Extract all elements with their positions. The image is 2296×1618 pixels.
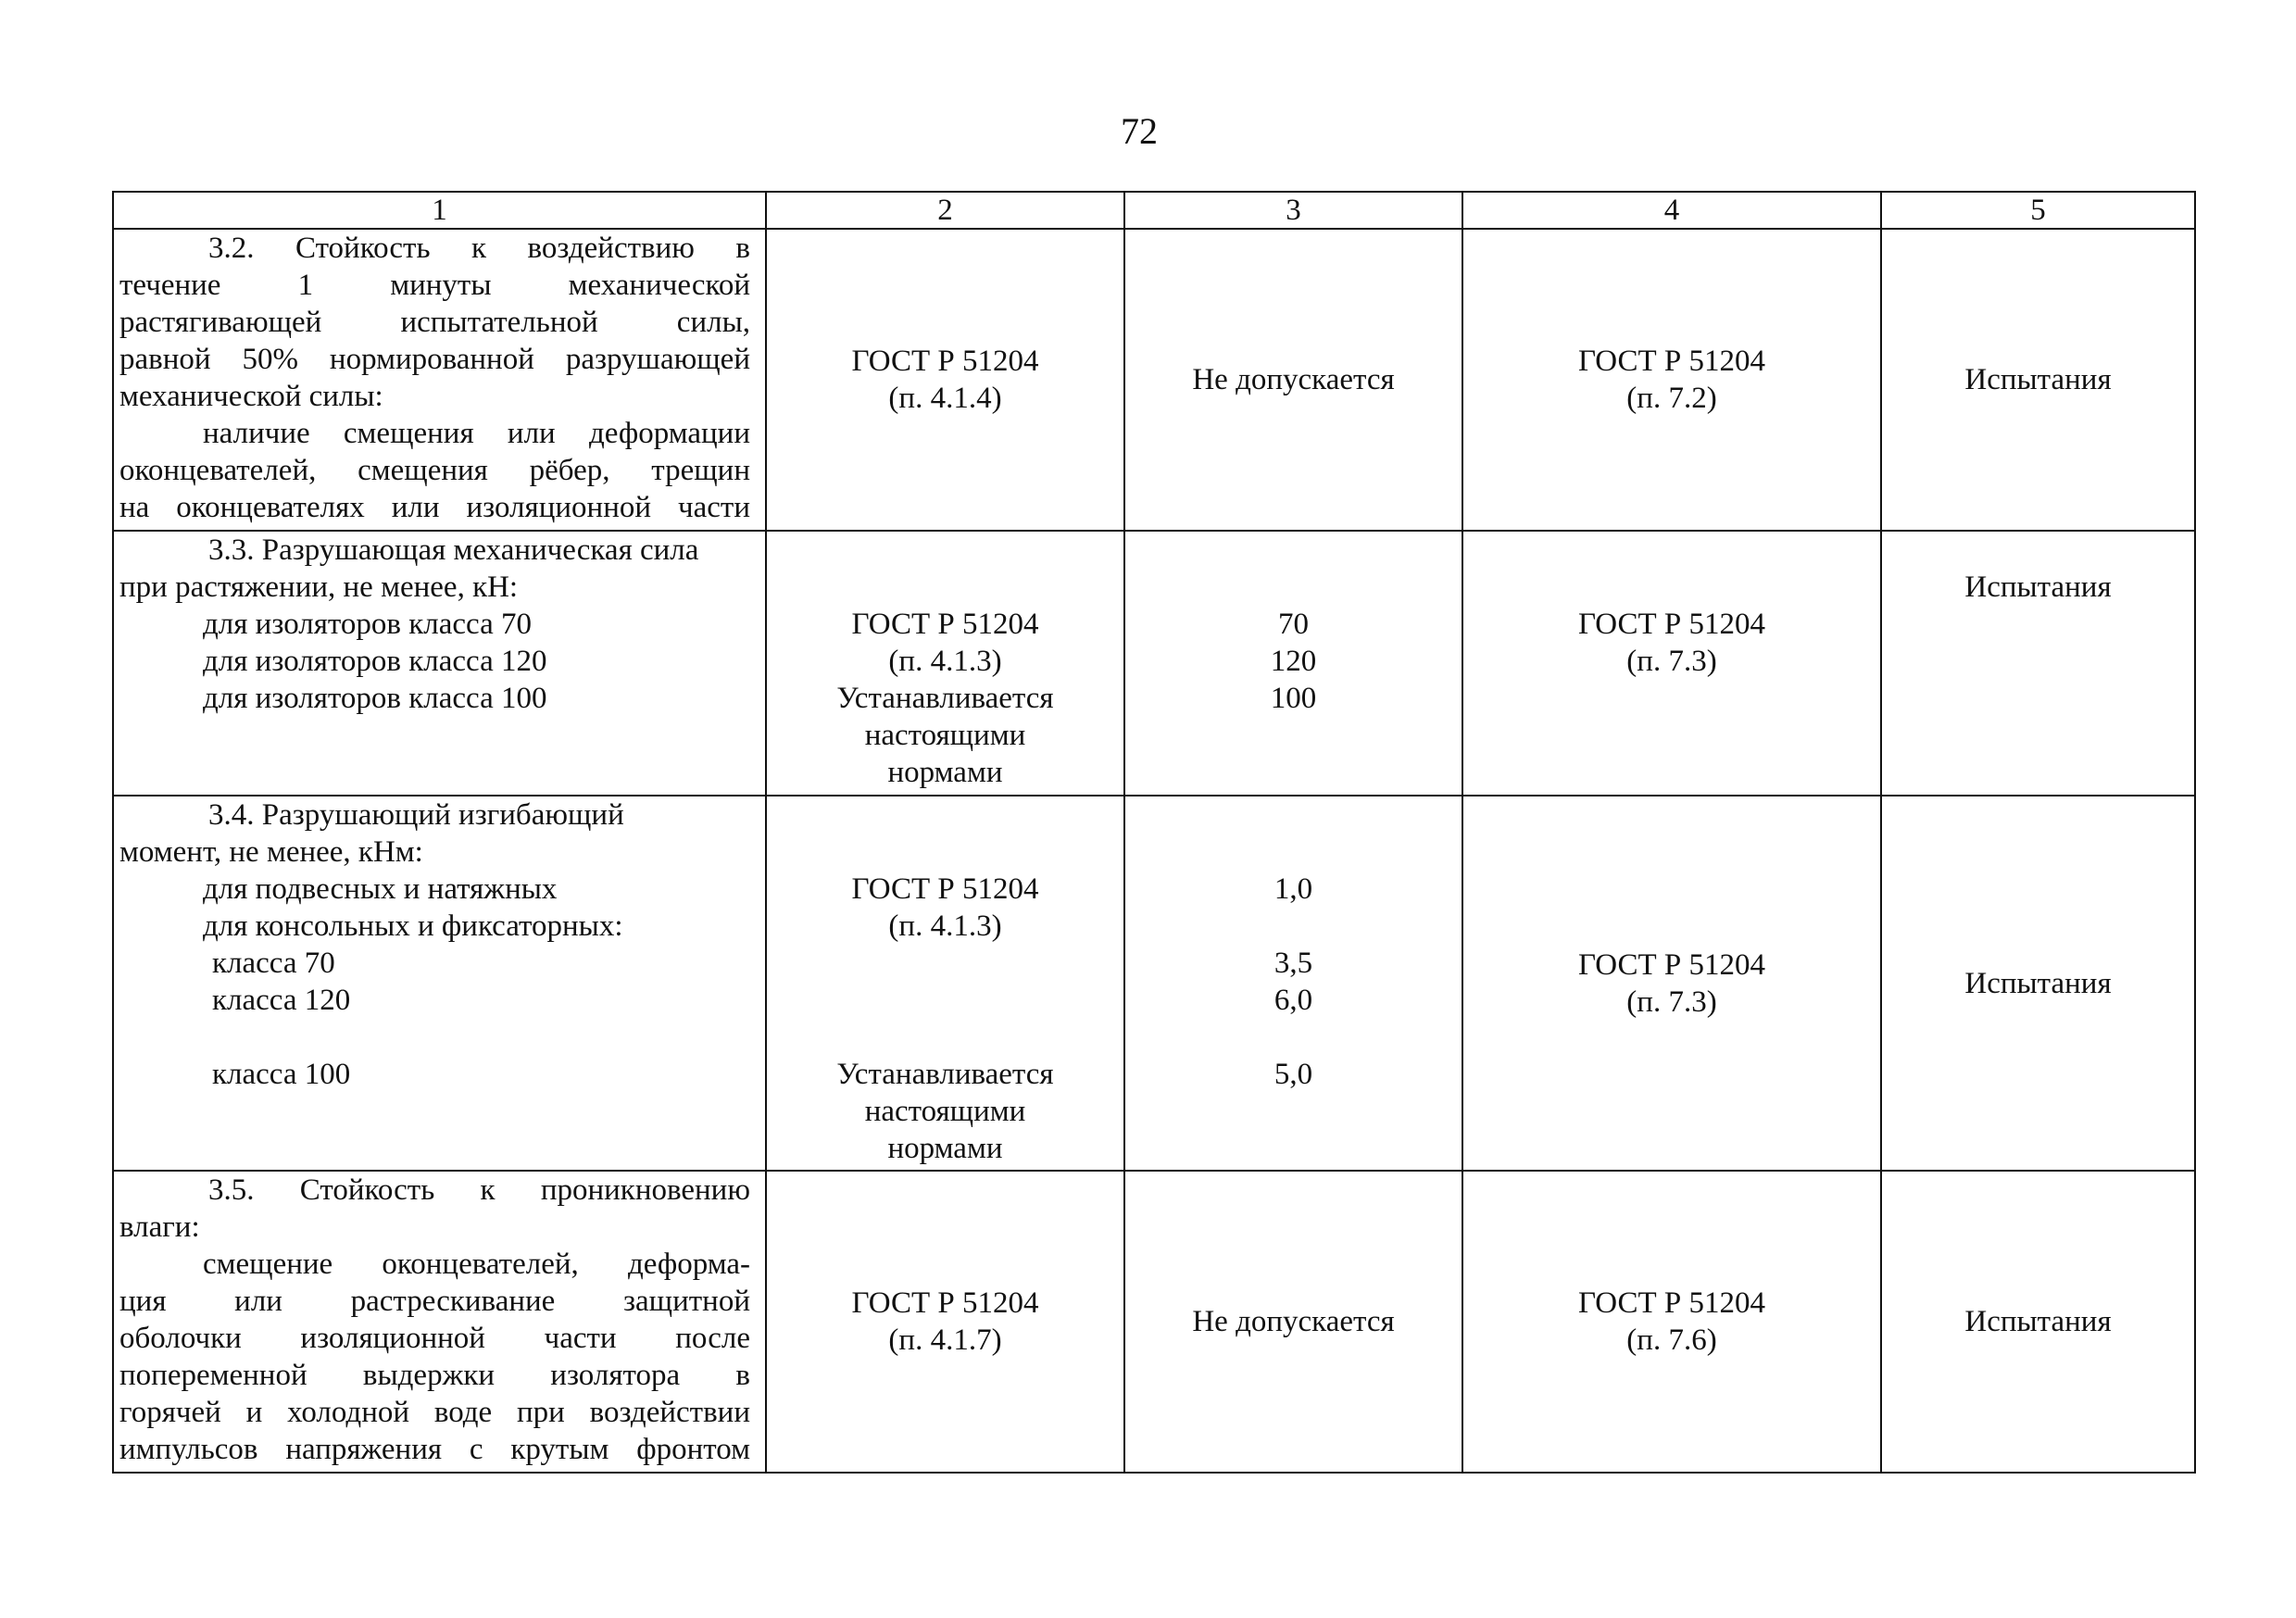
desc-line: равной 50% нормированной разрушающей bbox=[119, 343, 750, 376]
value-item: 70 bbox=[1278, 608, 1309, 641]
method-cell bbox=[1462, 796, 1881, 1171]
desc-line: течение 1 минуты механической bbox=[119, 269, 750, 302]
value-cell bbox=[1124, 531, 1462, 796]
table-header-row bbox=[113, 192, 2195, 229]
normative-clause: (п. 4.1.3) bbox=[888, 909, 1002, 943]
normative-cell bbox=[766, 531, 1124, 796]
value-text: Не допускается bbox=[1192, 1305, 1395, 1338]
desc-line: смещение оконцевателей, деформа- bbox=[203, 1248, 750, 1281]
value-item: 6,0 bbox=[1273, 984, 1313, 1017]
desc-line: для изоляторов класса 100 bbox=[203, 682, 547, 715]
normative-note: Устанавливается bbox=[836, 1058, 1054, 1091]
control-text: Испытания bbox=[1964, 966, 2112, 1000]
desc-line: при растяжении, не менее, кН: bbox=[119, 571, 519, 604]
description-cell bbox=[113, 796, 766, 1171]
desc-line: для подвесных и натяжных bbox=[203, 872, 558, 906]
page-number: 72 bbox=[1121, 110, 1158, 152]
header-col-1: 1 bbox=[113, 192, 766, 229]
desc-line: ция или растрескивание защитной bbox=[119, 1285, 750, 1318]
control-cell bbox=[1881, 1171, 2195, 1473]
normative-clause: (п. 4.1.4) bbox=[888, 382, 1002, 415]
desc-line: для консольных и фиксаторных: bbox=[203, 909, 623, 943]
desc-line: для изоляторов класса 120 bbox=[203, 645, 547, 678]
desc-line: попеременной выдержки изолятора в bbox=[119, 1359, 750, 1392]
control-cell bbox=[1881, 796, 2195, 1171]
normative-note: нормами bbox=[887, 1132, 1003, 1165]
desc-line: момент, не менее, кНм: bbox=[119, 835, 423, 869]
method-doc: ГОСТ Р 51204 bbox=[1577, 1286, 1765, 1320]
method-clause: (п. 7.2) bbox=[1626, 382, 1717, 415]
method-cell bbox=[1462, 531, 1881, 796]
desc-line: влаги: bbox=[119, 1210, 200, 1244]
normative-doc: ГОСТ Р 51204 bbox=[851, 345, 1039, 378]
desc-line: 3.3. Разрушающая механическая сила bbox=[208, 533, 699, 567]
desc-line: растягивающей испытательной силы, bbox=[119, 306, 750, 339]
desc-line: класса 100 bbox=[212, 1058, 351, 1091]
value-item: 1,0 bbox=[1273, 872, 1313, 906]
desc-line: оболочки изоляционной части после bbox=[119, 1322, 750, 1355]
value-item: 3,5 bbox=[1273, 947, 1313, 980]
desc-line: оконцевателей, смещения рёбер, трещин bbox=[119, 454, 750, 487]
table-row bbox=[113, 796, 2195, 1171]
description-cell bbox=[113, 1171, 766, 1473]
value-cell bbox=[1124, 796, 1462, 1171]
table-row bbox=[113, 229, 2195, 531]
normative-cell bbox=[766, 1171, 1124, 1473]
desc-line: импульсов напряжения с крутым фронтом bbox=[119, 1433, 750, 1466]
desc-line: горячей и холодной воде при воздействии bbox=[119, 1396, 750, 1429]
value-cell bbox=[1124, 229, 1462, 531]
normative-doc: ГОСТ Р 51204 bbox=[851, 608, 1039, 641]
table-row bbox=[113, 1171, 2195, 1473]
normative-cell bbox=[766, 229, 1124, 531]
desc-line: 3.5. Стойкость к проникновению bbox=[208, 1173, 750, 1207]
value-item: 120 bbox=[1270, 645, 1317, 678]
desc-line: 3.4. Разрушающий изгибающий bbox=[208, 798, 624, 832]
desc-line: для изоляторов класса 70 bbox=[203, 608, 532, 641]
normative-doc: ГОСТ Р 51204 bbox=[851, 1286, 1039, 1320]
normative-note: настоящими bbox=[864, 1095, 1026, 1128]
method-cell bbox=[1462, 229, 1881, 531]
header-col-2: 2 bbox=[766, 192, 1124, 229]
method-clause: (п. 7.3) bbox=[1626, 985, 1717, 1019]
method-cell bbox=[1462, 1171, 1881, 1473]
normative-note: настоящими bbox=[864, 719, 1026, 752]
value-text: Не допускается bbox=[1192, 363, 1395, 396]
description-cell bbox=[113, 531, 766, 796]
control-cell bbox=[1881, 229, 2195, 531]
normative-doc: ГОСТ Р 51204 bbox=[851, 872, 1039, 906]
description-cell bbox=[113, 229, 766, 531]
normative-clause: (п. 4.1.3) bbox=[888, 645, 1002, 678]
control-cell bbox=[1881, 531, 2195, 796]
desc-line: класса 70 bbox=[212, 947, 335, 980]
normative-clause: (п. 4.1.7) bbox=[888, 1323, 1002, 1357]
control-text: Испытания bbox=[1964, 363, 2112, 396]
header-col-5: 5 bbox=[1881, 192, 2195, 229]
method-doc: ГОСТ Р 51204 bbox=[1577, 345, 1765, 378]
header-col-3: 3 bbox=[1124, 192, 1462, 229]
desc-line: наличие смещения или деформации bbox=[203, 417, 750, 450]
desc-line: класса 120 bbox=[212, 984, 351, 1017]
desc-line: механической силы: bbox=[119, 380, 383, 413]
value-cell bbox=[1124, 1171, 1462, 1473]
control-text: Испытания bbox=[1964, 571, 2112, 604]
method-clause: (п. 7.6) bbox=[1626, 1323, 1717, 1357]
method-doc: ГОСТ Р 51204 bbox=[1577, 608, 1765, 641]
normative-note: нормами bbox=[887, 756, 1003, 789]
header-col-4: 4 bbox=[1462, 192, 1881, 229]
desc-line: 3.2. Стойкость к воздействию в bbox=[208, 232, 750, 265]
table-row bbox=[113, 531, 2195, 796]
value-item: 100 bbox=[1270, 682, 1317, 715]
method-clause: (п. 7.3) bbox=[1626, 645, 1717, 678]
normative-cell bbox=[766, 796, 1124, 1171]
desc-line: на оконцевателях или изоляционной части bbox=[119, 491, 750, 524]
control-text: Испытания bbox=[1964, 1305, 2112, 1338]
value-item: 5,0 bbox=[1273, 1058, 1313, 1091]
requirements-table bbox=[112, 191, 2196, 1474]
normative-note: Устанавливается bbox=[836, 682, 1054, 715]
method-doc: ГОСТ Р 51204 bbox=[1577, 947, 1765, 982]
